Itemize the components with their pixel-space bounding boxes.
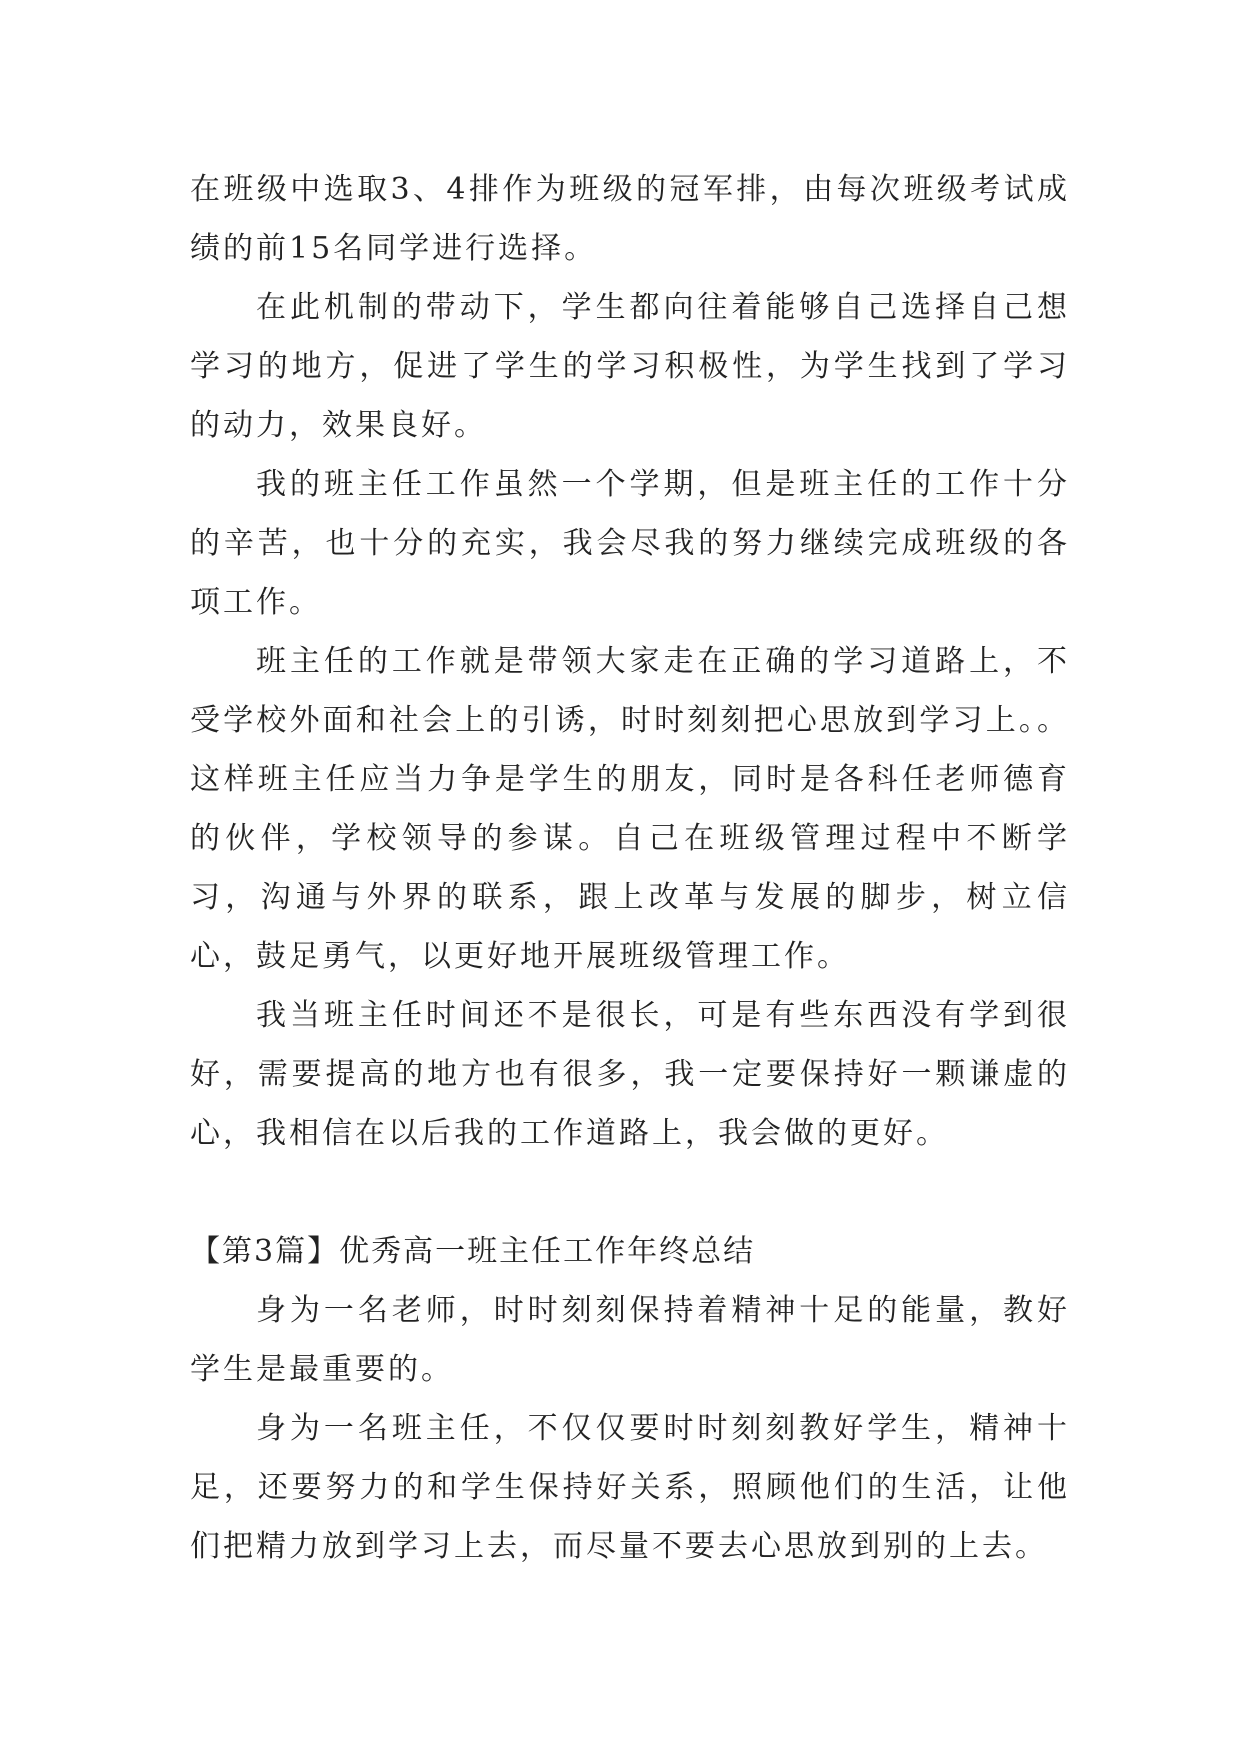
section-title: 【第3篇】优秀高一班主任工作年终总结	[190, 1234, 756, 1269]
paragraph: 我当班主任时间还不是很长，可是有些东西没有学到很好，需要提高的地方也有很多，我一定要保持好一颗谦虚的心，我相信在以后我的工作道路上，我会做的更好。	[190, 998, 1070, 1151]
paragraph: 在此机制的带动下，学生都向往着能够自己选择自己想学习的地方，促进了学生的学习积极性，为学生找到了学习的动力，效果良好。	[190, 290, 1070, 443]
paragraph: 身为一名班主任，不仅仅要时时刻刻教好学生，精神十足，还要努力的和学生保持好关系，照顾他们的生活，让他们把精力放到学习上去，而尽量不要去心思放到别的上去。	[190, 1411, 1070, 1564]
paragraph-continuation: 在班级中选取3、4排作为班级的冠军排，由每次班级考试成绩的前15名同学进行选择。	[190, 172, 1070, 266]
document-body	[190, 160, 1070, 1576]
paragraph: 我的班主任工作虽然一个学期，但是班主任的工作十分的辛苦，也十分的充实，我会尽我的努力继续完成班级的各项工作。	[190, 467, 1070, 620]
paragraph: 班主任的工作就是带领大家走在正确的学习道路上，不受学校外面和社会上的引诱，时时刻刻把心思放到学习上。。这样班主任应当力争是学生的朋友，同时是各科任老师德育的伙伴，学校领导的参谋。自己在班级管理过程中不断学习，沟通与外界的联系，跟上改革与发展的脚步，树立信心，鼓足勇气，以更好地开展班级管理工作。	[190, 644, 1070, 974]
paragraph: 身为一名老师，时时刻刻保持着精神十足的能量，教好学生是最重要的。	[190, 1293, 1070, 1387]
